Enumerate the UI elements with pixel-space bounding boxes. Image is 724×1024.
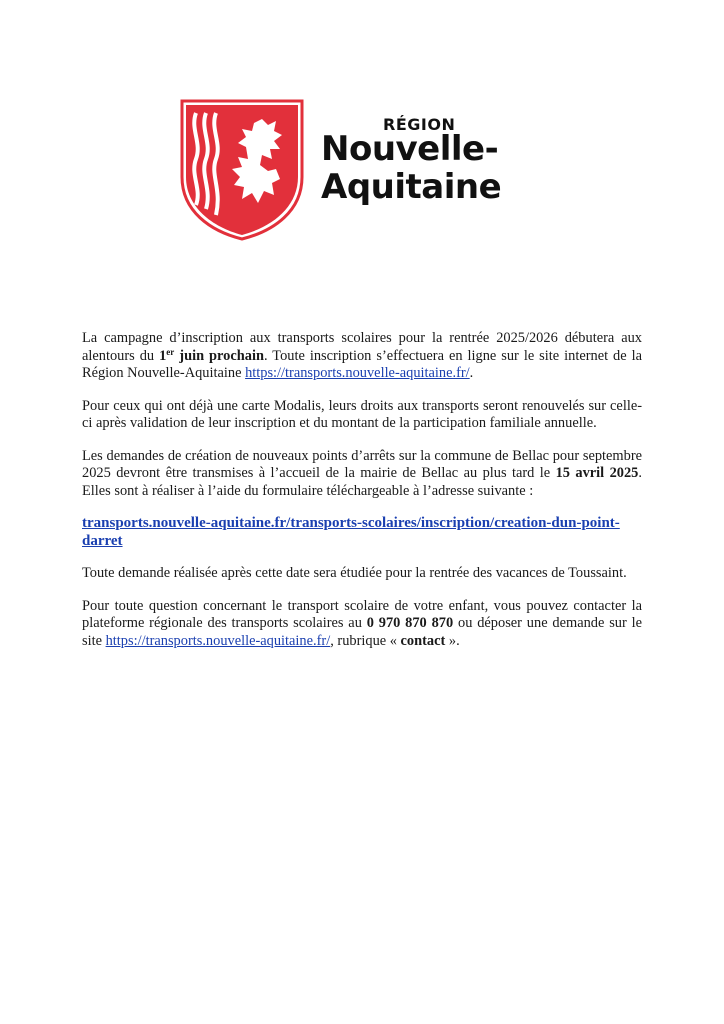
paragraph-contact	[82, 598, 642, 651]
paragraph-campaign	[82, 330, 642, 383]
text: . Toute inscription s’effectuera en ligne sur le site internet de la Région Nouvelle-Aquitaine	[82, 347, 643, 381]
document-body	[82, 330, 642, 665]
contact-site-link[interactable]: https://transports.nouvelle-aquitaine.fr/	[105, 632, 331, 649]
phone-number: 0 970 870 870	[366, 615, 454, 631]
text: ou déposer une demande sur le site	[82, 615, 642, 649]
logo-name-line2: Aquitaine	[321, 167, 502, 207]
text: .	[469, 365, 474, 381]
paragraph-form-link	[82, 515, 642, 550]
region-logo	[176, 99, 516, 241]
ordinal-suffix: er	[166, 346, 175, 357]
text: ».	[445, 632, 460, 649]
paragraph-late-requests: Toute demande réalisée après cette date sera étudiée pour la rentrée des vacances de Toussaint.	[82, 565, 627, 581]
logo-region-label: RÉGION	[383, 115, 456, 134]
region-shield-icon	[176, 99, 308, 241]
logo-name-line1: Nouvelle-	[321, 129, 499, 169]
text: juin prochain	[174, 347, 264, 364]
bold-deadline: 15 avril 2025	[555, 465, 639, 481]
bold-date	[159, 348, 264, 364]
paragraph-modalis: Pour ceux qui ont déjà une carte Modalis, leurs droits aux transports seront renouvelés sur celle-ci après validation de leur inscription et du montant de la participation familiale annuelle.	[82, 397, 642, 431]
text: 1	[159, 347, 167, 364]
text: La campagne d’inscription aux transports scolaires pour la rentrée 2025/2026 débutera aux alentours du	[82, 330, 642, 364]
text: , rubrique «	[330, 632, 401, 649]
text: Pour toute question concernant le transport scolaire de votre enfant, vous pouvez contacter la plateforme régionale des transports scolaires au	[82, 597, 642, 631]
text: . Elles sont à réaliser à l’aide du formulaire téléchargeable à l’adresse suivante :	[82, 465, 642, 499]
transports-site-link[interactable]: https://transports.nouvelle-aquitaine.fr/	[245, 365, 470, 381]
paragraph-stops	[82, 448, 642, 501]
contact-keyword: contact	[400, 632, 446, 649]
form-download-link[interactable]: transports.nouvelle-aquitaine.fr/transports-scolaires/inscription/creation-dun-point-darret	[82, 515, 620, 549]
text: Les demandes de création de nouveaux points d’arrêts sur la commune de Bellac pour septembre 2025 devront être transmises à l’accueil de la mairie de Bellac au plus tard le	[82, 447, 642, 481]
